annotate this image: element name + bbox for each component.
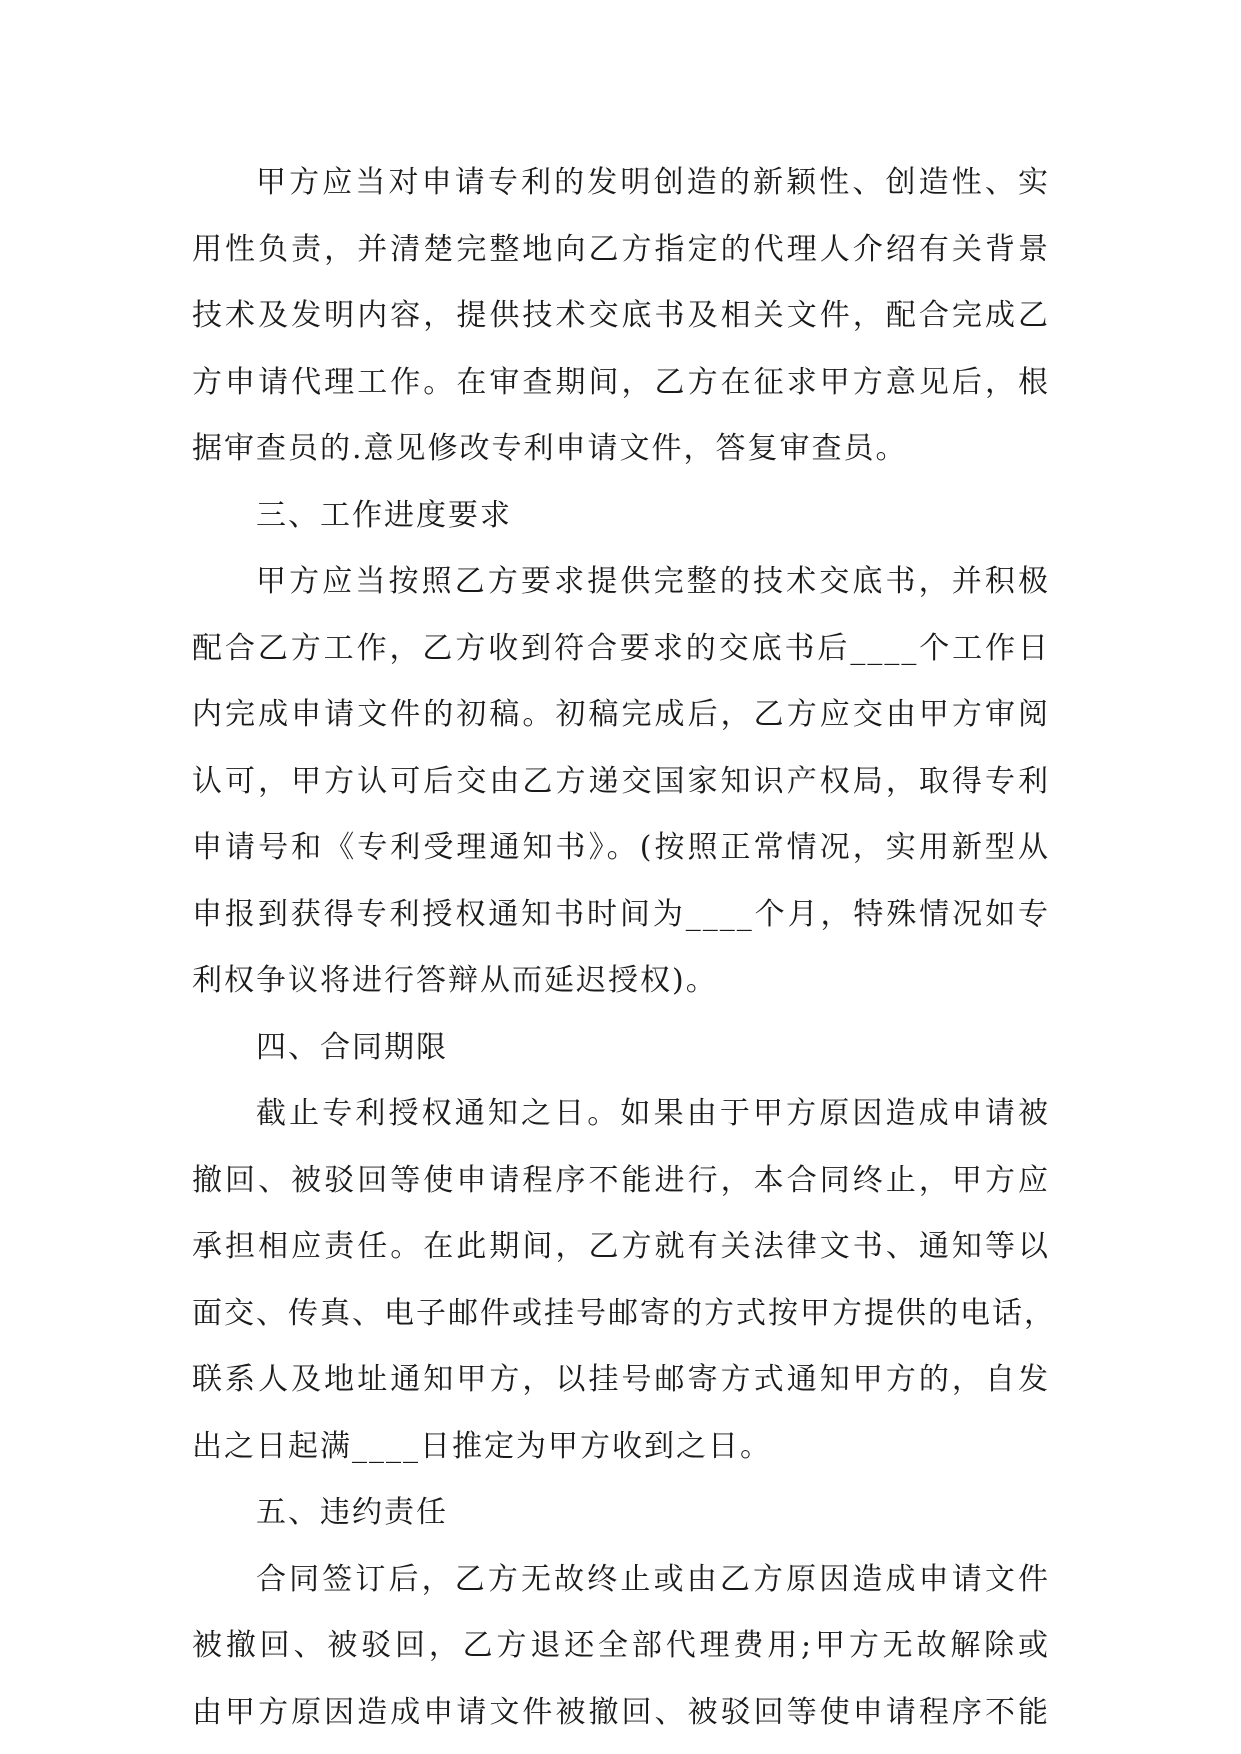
text-line: 认可，甲方认可后交由乙方递交国家知识产权局，取得专利 [192,763,1050,799]
text-line: 申请号和《专利受理通知书》。(按照正常情况，实用新型从 [192,830,1050,865]
text-line: 内完成申请文件的初稿。初稿完成后，乙方应交由甲方审阅 [192,697,1050,732]
text-line: 方申请代理工作。在审查期间，乙方在征求甲方意见后，根 [192,364,1050,400]
text-line: 三、工作进度要求 [256,497,512,533]
text-line: 截止专利授权通知之日。如果由于甲方原因造成申请被 [256,1096,1050,1131]
text-line: 配合乙方工作，乙方收到符合要求的交底书后____个工作日 [192,630,1050,666]
text-line: 五、违约责任 [256,1495,448,1530]
text-line: 由甲方原因造成申请文件被撤回、被驳回等使申请程序不能 [192,1694,1050,1730]
text-line: 据审查员的.意见修改专利申请文件，答复审查员。 [192,431,908,466]
text-line: 四、合同期限 [256,1029,448,1065]
text-line: 被撤回、被驳回，乙方退还全部代理费用;甲方无故解除或 [192,1628,1050,1663]
text-line: 撤回、被驳回等使申请程序不能进行，本合同终止，甲方应 [192,1162,1050,1198]
text-line: 联系人及地址通知甲方，以挂号邮寄方式通知甲方的，自发 [192,1362,1050,1397]
text-line: 甲方应当按照乙方要求提供完整的技术交底书，并积极 [256,564,1050,599]
text-line: 技术及发明内容，提供技术交底书及相关文件，配合完成乙 [192,298,1050,333]
document-page [192,150,1056,1746]
text-line: 甲方应当对申请专利的发明创造的新颖性、创造性、实 [256,165,1050,200]
text-line: 承担相应责任。在此期间，乙方就有关法律文书、通知等以 [192,1229,1050,1264]
text-line: 用性负责，并清楚完整地向乙方指定的代理人介绍有关背景 [192,231,1050,267]
text-line: 申报到获得专利授权通知书时间为____个月，特殊情况如专 [192,896,1050,932]
text-line: 面交、传真、电子邮件或挂号邮寄的方式按甲方提供的电话， [192,1295,1056,1331]
text-line: 合同签订后，乙方无故终止或由乙方原因造成申请文件 [256,1561,1050,1597]
text-line: 出之日起满____日推定为甲方收到之日。 [192,1428,772,1464]
text-line: 利权争议将进行答辩从而延迟授权)。 [192,963,718,998]
